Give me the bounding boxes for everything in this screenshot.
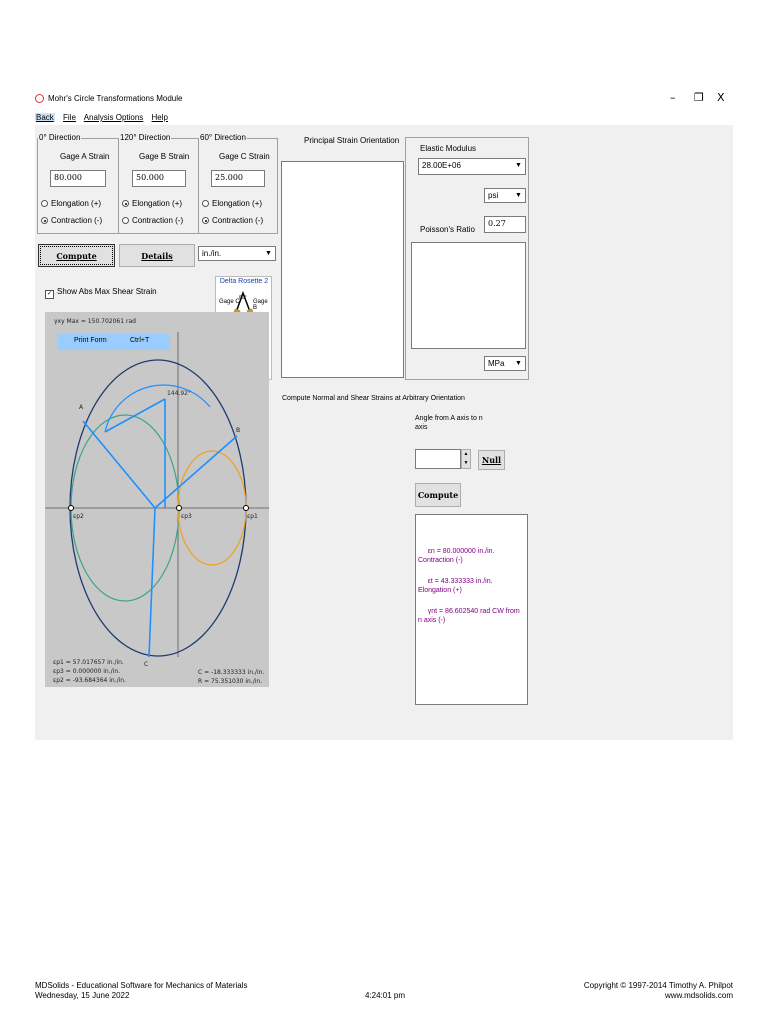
compute-arbitrary-button[interactable]: Compute	[415, 483, 461, 507]
elastic-modulus-value: 28.00E+06	[422, 161, 461, 170]
gage-c-elongation-radio[interactable]	[202, 199, 262, 208]
footer-right	[560, 981, 733, 1001]
gage-a-group-title: 0° Direction	[39, 133, 81, 142]
context-menu-print-form[interactable]: Print Form	[74, 337, 107, 344]
gage-b-elongation-label: Elongation (+)	[132, 199, 183, 208]
p3-label: εp3	[181, 513, 192, 520]
context-menu-shortcut: Ctrl+T	[130, 337, 150, 344]
stress-unit-select[interactable]	[484, 356, 526, 371]
en-value: = 80.000000 in./in. Contraction (-)	[418, 548, 495, 564]
poisson-ratio-input[interactable]: 0.27	[484, 216, 526, 233]
gage-c-elongation-label: Elongation (+)	[212, 199, 263, 208]
gage-a-contraction-label: Contraction (-)	[51, 216, 103, 225]
normal-strain-n-result	[418, 547, 525, 565]
footer-copyright: Copyright © 1997-2014 Timothy A. Philpot	[583, 981, 733, 990]
gage-c-input[interactable]: 25.000	[211, 170, 265, 187]
footer-time: 4:24:01 pm	[365, 991, 406, 1000]
angle-input[interactable]	[415, 449, 461, 469]
rosette-title: Delta Rosette 2	[219, 278, 269, 285]
ep2-readout: εp2 = -93.684364 in./in.	[53, 677, 127, 684]
ep1-readout: εp1 = 57.017657 in./in.	[53, 659, 124, 666]
menu-help[interactable]: Help	[151, 113, 168, 122]
chevron-down-icon: ▼	[265, 250, 272, 257]
menu-file[interactable]: File	[63, 113, 76, 122]
window-title: Mohr's Circle Transformations Module	[48, 94, 183, 103]
gamma-max-readout: γxy Max = 150.702061 rad	[54, 318, 136, 325]
gnt-value: = 86.602540 rad CW from n axis (-)	[418, 608, 520, 624]
en-symbol: εn	[427, 548, 435, 555]
gage-a-input[interactable]: 80.000	[50, 170, 106, 187]
null-button[interactable]: Null	[478, 450, 505, 470]
gage-a-elongation-radio[interactable]	[41, 199, 101, 208]
footer-left	[35, 981, 248, 1001]
principal-orientation-canvas	[281, 161, 404, 378]
modulus-unit-value: psi	[488, 191, 499, 200]
rosette-angle-top: 60°	[239, 295, 247, 301]
stress-output-box	[411, 242, 526, 349]
rosette-gage-c-label: Gage C	[219, 299, 240, 305]
context-menu	[58, 334, 170, 350]
strain-units-select[interactable]	[198, 246, 276, 261]
gage-b-group	[118, 133, 199, 234]
p2-label: εp2	[73, 513, 84, 520]
point-c-label: C	[144, 661, 149, 668]
radius-readout: R = 75.351030 in./in.	[198, 678, 263, 685]
gage-a-elongation-label: Elongation (+)	[51, 199, 102, 208]
chevron-down-icon: ▼	[515, 192, 522, 199]
mohrs-circle-plot[interactable]	[45, 312, 269, 687]
gage-b-contraction-label: Contraction (-)	[132, 216, 184, 225]
poisson-ratio-label: Poisson's Ratio	[420, 225, 475, 234]
show-abs-max-shear-checkbox[interactable]	[45, 287, 157, 299]
menu-back[interactable]: Back	[36, 113, 54, 122]
gage-c-contraction-label: Contraction (-)	[212, 216, 264, 225]
arbitrary-results-box	[415, 514, 528, 705]
strain-units-value: in./in.	[202, 249, 222, 258]
spinner-down-icon[interactable]: ▼	[463, 460, 469, 466]
p3-point	[177, 506, 182, 511]
angle-spinner[interactable]	[461, 449, 471, 469]
menu-bar	[35, 113, 174, 125]
footer-date: Wednesday, 15 June 2022	[35, 991, 130, 1000]
modulus-unit-select[interactable]	[484, 188, 526, 203]
p1-label: εp1	[247, 513, 258, 520]
gage-b-label: Gage B Strain	[139, 152, 190, 161]
stress-unit-value: MPa	[488, 359, 505, 368]
gage-c-group-title: 60° Direction	[200, 133, 246, 142]
gage-c-group	[198, 133, 278, 234]
details-button[interactable]: Details	[119, 244, 195, 267]
arbitrary-orientation-heading: Compute Normal and Shear Strains at Arbitrary Orientation	[282, 395, 465, 402]
elastic-modulus-label: Elastic Modulus	[420, 144, 477, 153]
et-value: = 43.333333 in./in. Elongation (+)	[418, 578, 493, 594]
gage-c-contraction-radio[interactable]	[202, 216, 263, 225]
center-readout: C = -18.333333 in./in.	[198, 669, 265, 676]
gage-a-contraction-radio[interactable]	[41, 216, 102, 225]
menu-analysis-options[interactable]: Analysis Options	[83, 113, 144, 122]
show-abs-max-shear-label: Show Abs Max Shear Strain	[57, 287, 157, 296]
point-b-label: B	[236, 427, 241, 434]
gage-b-input[interactable]: 50.000	[132, 170, 186, 187]
gage-c-label: Gage C Strain	[219, 152, 270, 161]
shear-strain-result	[418, 607, 525, 625]
gage-a-label: Gage A Strain	[60, 152, 110, 161]
app-icon	[35, 94, 44, 103]
gage-a-group	[37, 133, 119, 234]
elastic-modulus-input[interactable]	[418, 158, 526, 175]
principal-orientation-label: Principal Strain Orientation	[304, 136, 400, 145]
et-symbol: εt	[427, 578, 433, 585]
gnt-symbol: γnt	[427, 608, 438, 615]
elastic-properties-group	[405, 137, 529, 380]
footer-website[interactable]: www.mdsolids.com	[664, 991, 733, 1000]
close-button[interactable]: X	[717, 91, 725, 104]
rosette-gage-b-label: Gage B	[253, 299, 268, 311]
minimize-button[interactable]: –	[670, 91, 676, 104]
chevron-down-icon: ▼	[515, 162, 522, 169]
gage-b-contraction-radio[interactable]	[122, 216, 183, 225]
checkbox-check-icon: ✓	[46, 291, 53, 297]
footer-software-name: MDSolids - Educational Software for Mechanics of Materials	[35, 981, 248, 990]
p2-point	[69, 506, 74, 511]
restore-button[interactable]: ❐	[694, 91, 704, 104]
ep3-readout: εp3 = 0.000000 in./in.	[53, 668, 121, 675]
chevron-down-icon: ▼	[515, 360, 522, 367]
spinner-up-icon[interactable]: ▲	[463, 451, 469, 457]
gage-b-elongation-radio[interactable]	[122, 199, 182, 208]
angle-arc	[105, 385, 210, 432]
angle-from-a-label: Angle from A axis to n axis	[415, 415, 483, 431]
compute-button[interactable]: Compute	[38, 244, 115, 267]
normal-strain-t-result	[418, 577, 525, 595]
mohrs-circle-svg	[45, 312, 269, 687]
gage-b-group-title: 120° Direction	[120, 133, 171, 142]
angle-label: 144.92°	[167, 390, 191, 397]
point-a-label: A	[79, 404, 84, 411]
p1-point	[244, 506, 249, 511]
